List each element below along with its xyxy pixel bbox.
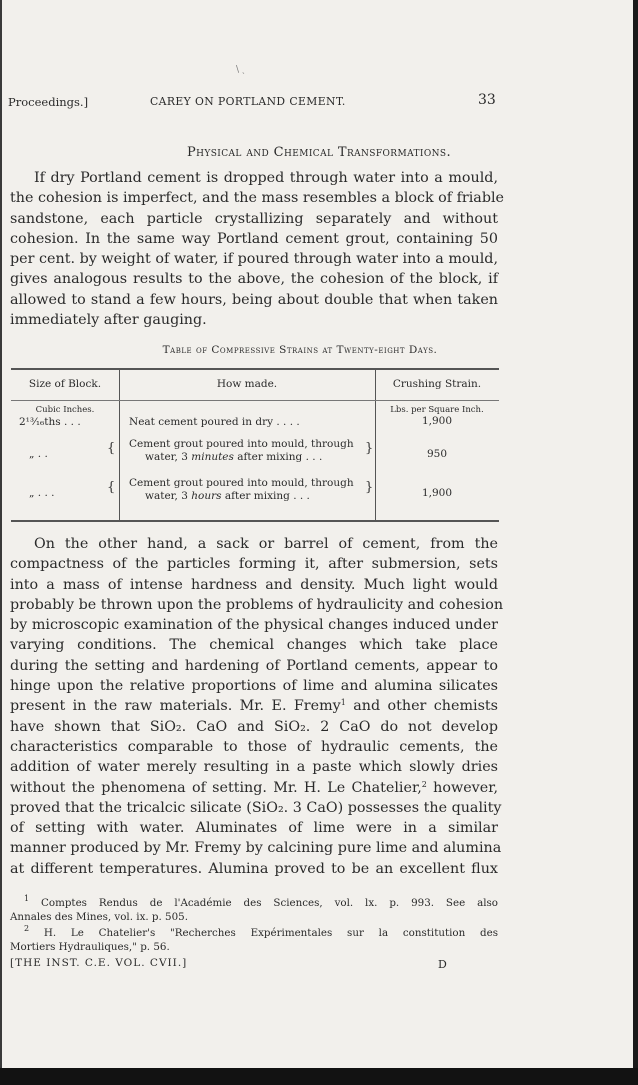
text-line: varying conditions. The chemical changes which take place <box>10 637 498 654</box>
page-right-edge <box>633 0 638 1085</box>
text-line: of setting with water. Aluminates of lime were in a similar <box>10 820 498 837</box>
text-line: immediately after gauging. <box>10 312 207 329</box>
text-run: present in the raw materials. Mr. E. Fremy <box>10 698 341 715</box>
header-how-made: How made. <box>216 378 278 390</box>
running-header-title: CAREY ON PORTLAND CEMENT. <box>150 95 346 108</box>
text-line: characteristics comparable to those of hydraulic cements, the <box>10 738 498 755</box>
table-cell-how: Cement grout poured into mould, through <box>129 438 354 450</box>
units-strain: Lbs. per Square Inch. <box>390 405 484 415</box>
paragraph-2 <box>10 534 504 879</box>
brace-right: } <box>365 480 374 495</box>
how-text: water, 3 <box>145 451 192 463</box>
text-line: addition of water merely resulting in a paste which slowly dries <box>10 759 498 776</box>
table-cell-size: „ . . <box>29 448 48 460</box>
page-number: 33 <box>478 92 496 108</box>
footnote-mark: 1 <box>24 894 30 903</box>
text-line: the cohesion is imperfect, and the mass resembles a block of friable <box>10 190 505 207</box>
text-run: however, <box>426 779 499 796</box>
text-line: cohesion. In the same way Portland cement grout, containing 50 <box>10 230 498 247</box>
table-cell-size: „ . . . <box>29 487 55 499</box>
table-column-rule <box>119 370 120 520</box>
signature-mark: D <box>438 958 447 971</box>
footnote-ref: 2 <box>421 779 427 789</box>
text-line: by microscopic examination of the physical changes induced under <box>10 617 498 634</box>
how-text-italic: minutes <box>191 451 234 463</box>
ink-mark: \ ˎ <box>236 65 245 75</box>
table-cell-how <box>145 490 310 503</box>
table-cell-strain: 950 <box>426 448 448 460</box>
table-cell-how: Neat cement poured in dry . . . . <box>129 416 300 428</box>
compressive-strains-table <box>11 368 499 522</box>
text-line: manner produced by Mr. Fremy by calcining pure lime and alumina <box>10 840 502 857</box>
text-run: and other chemists <box>345 698 498 715</box>
table-caption: Table of Compressive Strains at Twenty-eight Days. <box>162 344 438 356</box>
text-line: proved that the tricalcic silicate (SiO₂. 3 CaO) possesses the quality <box>10 799 502 816</box>
footnote-line <box>10 926 498 940</box>
page-bottom-edge <box>0 1068 638 1085</box>
text-line: into a mass of intense hardness and density. Much light would <box>10 576 498 593</box>
footnote-text: H. Le Chatelier's "Recherches Expérimentales sur la constitution des <box>29 927 498 939</box>
how-text: after mixing . . . <box>221 490 310 502</box>
text-line: during the setting and hardening of Portland cements, appear to <box>10 657 498 674</box>
units-size: Cubic Inches. <box>35 405 95 415</box>
paragraph-1 <box>10 168 505 330</box>
text-line: allowed to stand a few hours, being about double that when taken <box>10 291 498 308</box>
text-line: On the other hand, a sack or barrel of cement, from the <box>34 536 498 552</box>
text-line: sandstone, each particle crystallizing separately and without <box>10 210 498 227</box>
footnote-1 <box>10 896 498 924</box>
footnote-text: Comptes Rendus de l'Académie des Sciences, vol. lx. p. 993. See also <box>29 897 498 909</box>
text-line: have shown that SiO₂. CaO and SiO₂. 2 CaO do not develop <box>10 718 498 735</box>
text-line: If dry Portland cement is dropped through water into a mould, <box>34 170 498 186</box>
text-line: at different temperatures. Alumina proved to be an excellent flux <box>10 860 498 877</box>
text-line: hinge upon the relative proportions of lime and alumina silicates <box>10 678 498 695</box>
text-run: without the phenomena of setting. Mr. H. Le Chatelier, <box>10 779 422 796</box>
table-header-rule <box>11 400 499 401</box>
section-title: Physical and Chemical Transformations. <box>186 145 452 160</box>
footnote-mark: 2 <box>24 924 30 933</box>
text-line: probably be thrown upon the problems of hydraulicity and cohesion <box>10 596 504 613</box>
page-left-edge <box>0 0 2 1085</box>
how-text: water, 3 <box>145 490 192 502</box>
header-crushing-strain: Crushing Strain. <box>392 378 482 390</box>
table-cell-how: Cement grout poured into mould, through <box>129 477 354 489</box>
brace-left: { <box>107 441 116 456</box>
how-text-italic: hours <box>191 490 222 502</box>
footnote-line: Mortiers Hydrauliques," p. 56. <box>10 941 170 953</box>
how-text: after mixing . . . <box>233 451 323 463</box>
text-line <box>10 696 498 716</box>
table-cell-size: 2¹³⁄₁₆ths . . . <box>19 416 81 428</box>
text-line: compactness of the particles forming it, after submersion, sets <box>10 556 498 573</box>
text-line: per cent. by weight of water, if poured through water into a mould, <box>10 251 498 268</box>
footnote-line <box>10 896 498 910</box>
header-size: Size of Block. <box>28 378 102 390</box>
brace-left: { <box>107 480 116 495</box>
text-line: gives analogous results to the above, the cohesion of the block, if <box>10 271 498 288</box>
table-cell-strain: 1,900 <box>421 487 453 499</box>
text-line <box>10 778 498 798</box>
table-cell-how <box>145 451 322 464</box>
footnote-ref: 1 <box>340 698 346 708</box>
brace-right: } <box>365 441 374 456</box>
footnote-line: Annales des Mines, vol. ix. p. 505. <box>10 911 188 923</box>
signature-line: [THE INST. C.E. VOL. CVII.] <box>10 957 188 969</box>
footnote-2 <box>10 926 498 954</box>
running-header-left: Proceedings.] <box>8 95 89 109</box>
table-cell-strain: 1,900 <box>421 415 453 427</box>
